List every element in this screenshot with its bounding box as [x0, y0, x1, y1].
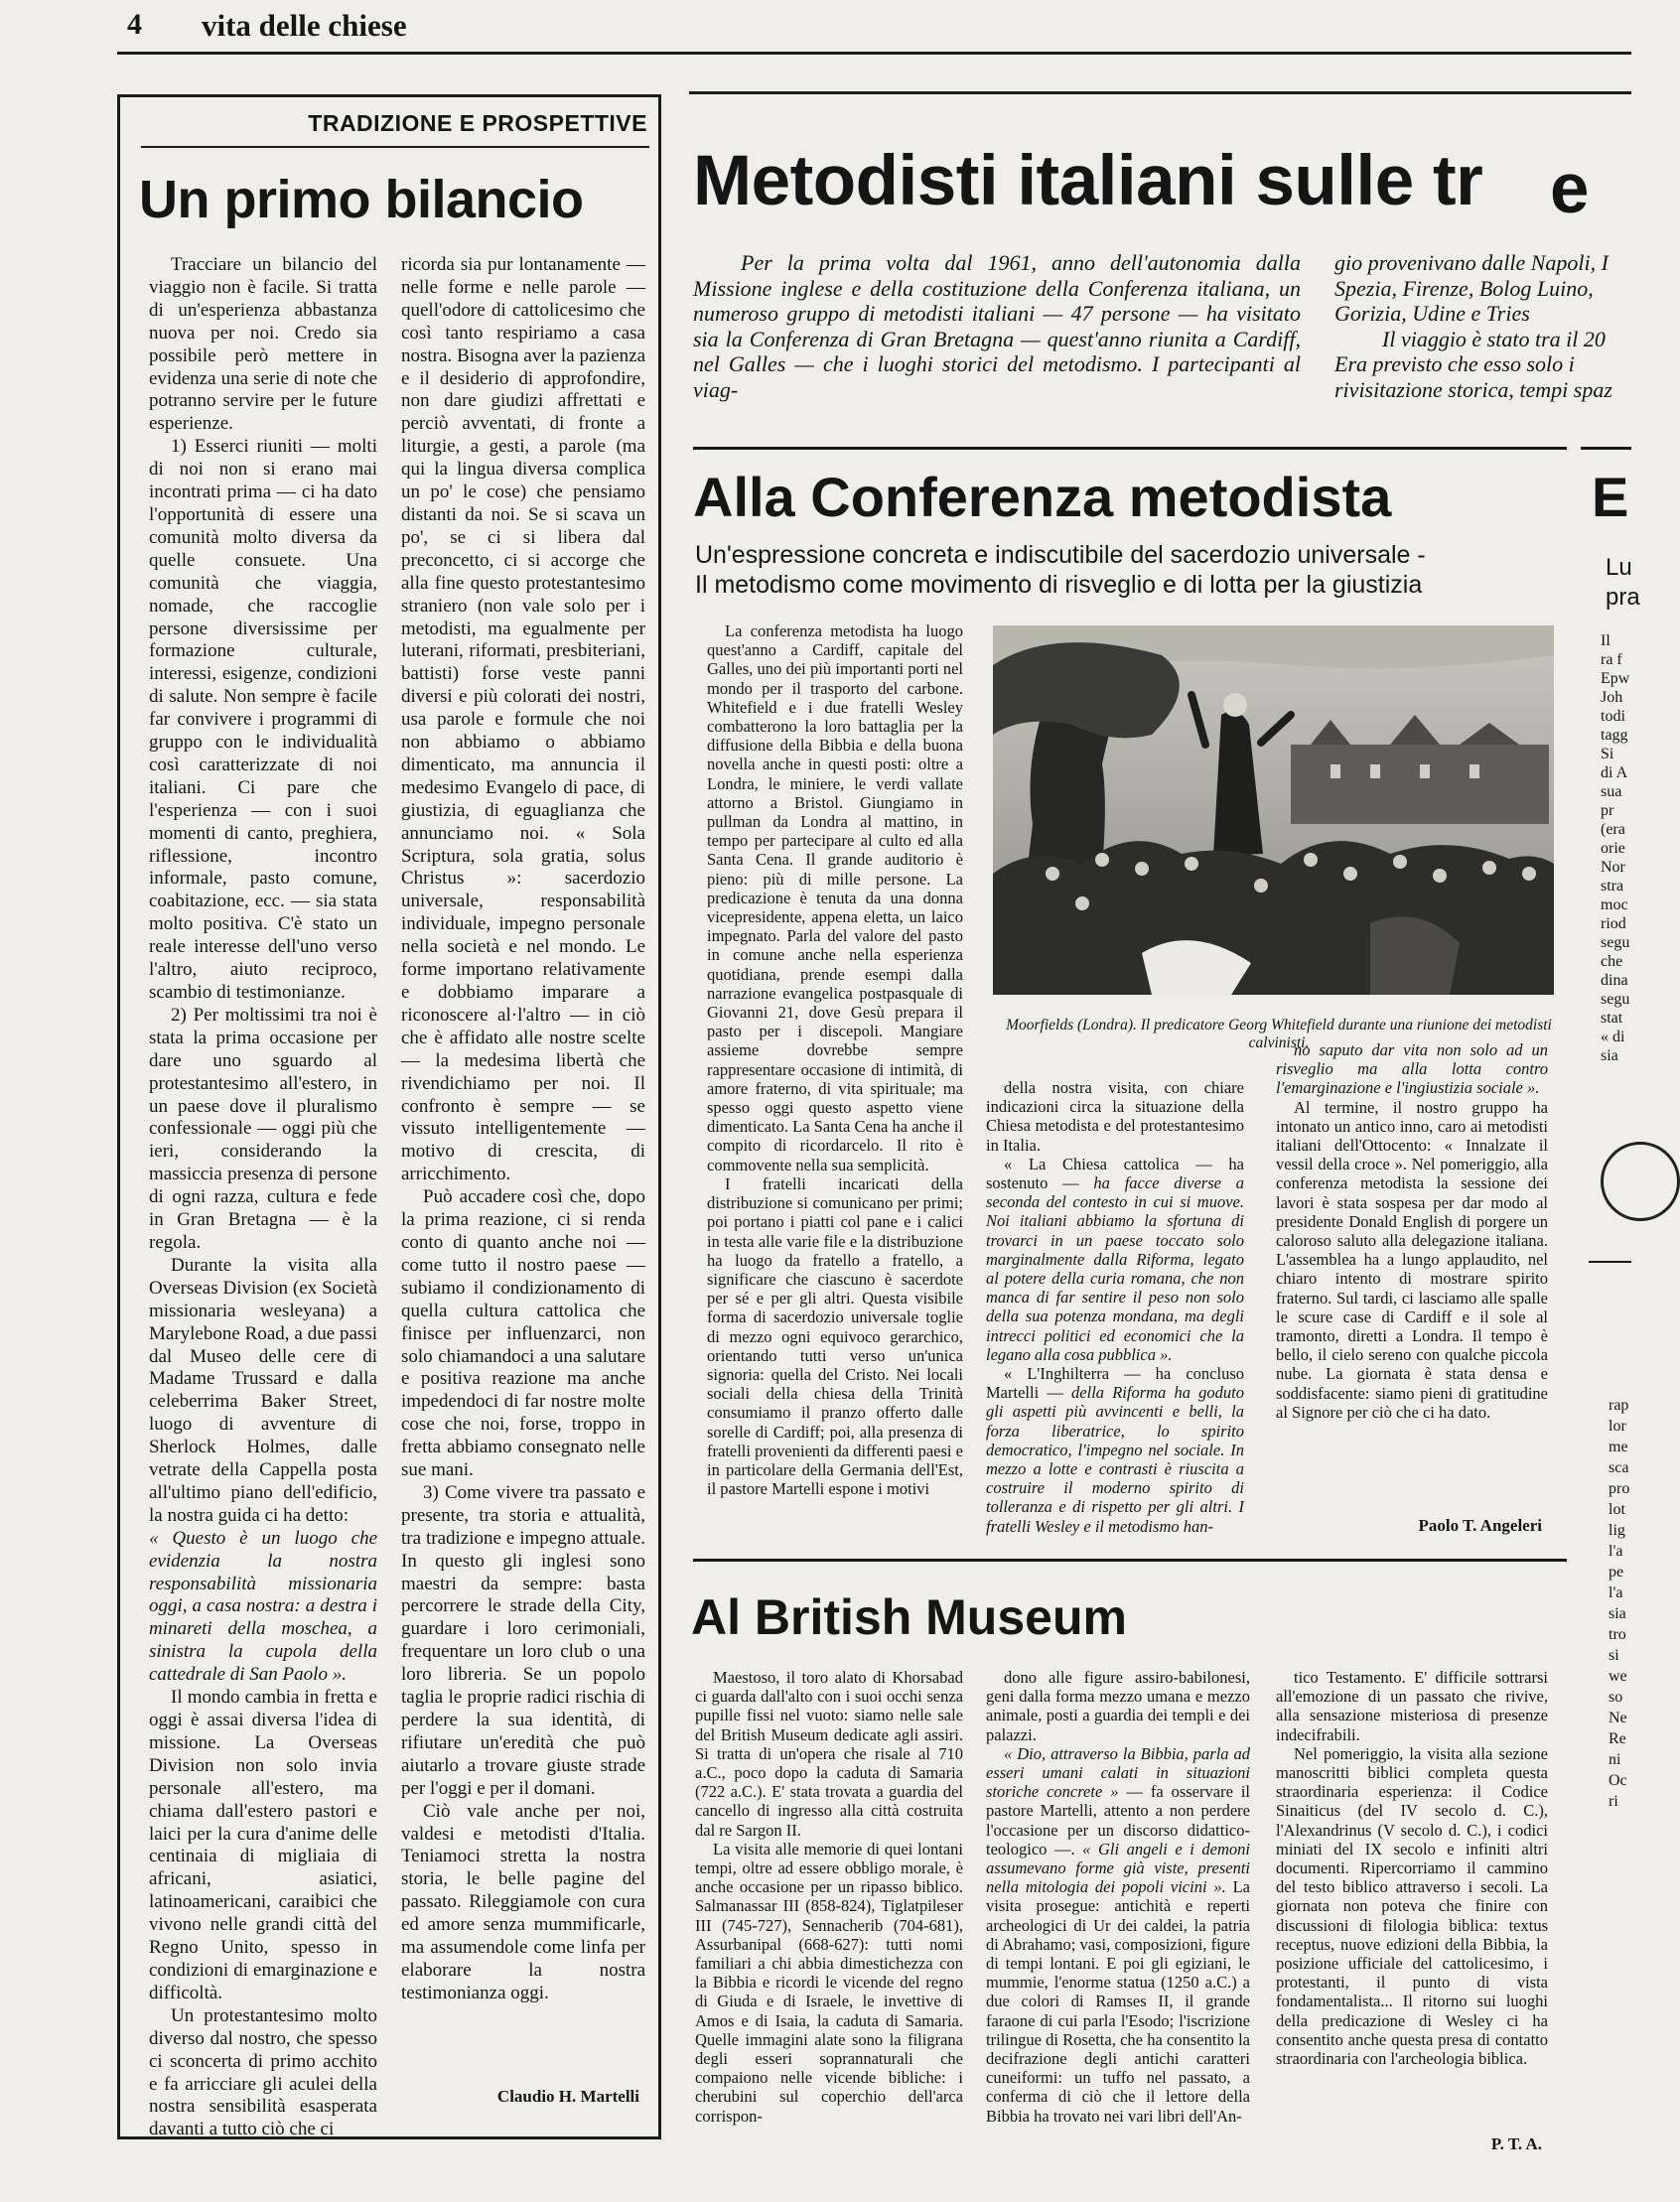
conference-article-title: Alla Conferenza metodista	[693, 466, 1392, 528]
engraving-caption: Moorfields (Londra). Il predicatore Georg Whitefield durante una riunione dei metodisti calvinisti.	[1006, 1017, 1552, 1051]
paragraph: no saputo dar vita non solo ad un risveglio ma alla lotta contro l'emarginazione e l'ingiustizia sociale ».	[1276, 1040, 1548, 1098]
museum-col2	[986, 1668, 1250, 2126]
edge-fragment: lor	[1609, 1418, 1626, 1435]
paragraph: dono alle figure assiro-babilonesi, geni dalla forma mezzo umana e mezzo animale, posti a guardia dei templi e dei palazzi.	[986, 1668, 1250, 1744]
edge-fragment: dina	[1601, 972, 1628, 989]
edge-fragment: Ne	[1609, 1710, 1627, 1726]
paragraph: Nel pomeriggio, la visita alla sezione manoscritti biblici completa questa straordinaria esperienza: il Codice Sinaiticus (del IV secolo d. C.), l'Alexandrinus (V secolo d. C.), i codici miniati del IX secolo e infiniti altri documenti. Ripercorriamo il cammino del testo biblico attraverso i secoli. La giornata non poteva che finire con discussioni di filologia biblica: textus receptus, nuove edizioni della Bibbia, la posizione ufficiale del cattolicesimo, i protestanti, il punto di vista fondamentalista... Il ritorno sui luoghi della predicazione di Wesley ci ha consentito anche questa presa di contatto straordinaria con l'archeologia biblica.	[1276, 1743, 1548, 2069]
right-edge-pra: pra	[1606, 584, 1640, 611]
edge-fragment: me	[1609, 1439, 1628, 1455]
section-title: vita delle chiese	[202, 8, 407, 43]
edge-fragment: sia	[1601, 1047, 1618, 1064]
edge-fragment: segu	[1601, 991, 1630, 1008]
edge-fragment: so	[1609, 1689, 1623, 1706]
museum-col1	[695, 1668, 963, 2126]
conference-col1	[707, 621, 963, 1498]
edge-fragment: sca	[1609, 1459, 1629, 1476]
paragraph: Durante la visita alla Overseas Division (ex Società missionaria wesleyana) a Marylebone Road, a due passi dal Museo delle cere di Madame Trussard e dalla celeberrima Baker Street, luogo di avventure di Sherlock Holmes, dalle vetrate della Cappella posta all'ultimo piano dell'edificio, la nostra guida ci ha detto:	[149, 1254, 377, 1526]
paragraph: Un protestantesimo molto diverso dal nostro, che spesso ci sconcerta di primo acchito e fa arricciare gli aculei della nostra sensibilità esasperata davanti a tutto ciò che ci	[149, 2004, 377, 2140]
main-article-title: Metodisti italiani sulle tr	[693, 142, 1483, 220]
paragraph: Può accadere così che, dopo la prima reazione, ci si renda conto di quanto anche noi — come tutto il nostro paese — subiamo il condizionamento di quella cultura cattolica che finisce per influenzarci, non solo chiamandoci a una salutare e positiva reazione ma anche impedendoci di far nostre molte cose che noi, forse, troppo in fretta abbiamo consegnato nelle sue mani.	[401, 1186, 645, 1481]
edge-fragment: ri	[1609, 1793, 1618, 1810]
edge-fragment: lig	[1609, 1522, 1625, 1539]
paragraph: Tracciare un bilancio del viaggio non è facile. Si tratta di un'esperienza abbastanza nuova per noi. Credo sia possibile però mettere in evidenza una serie di note che potranno servire per le future esperienze.	[149, 254, 377, 435]
left-article-signature: Claudio H. Martelli	[496, 2087, 639, 2106]
edge-fragment: sia	[1609, 1605, 1626, 1622]
conference-subtitle-2: Il metodismo come movimento di risveglio e di lotta per la giustizia	[695, 571, 1423, 599]
engraving-illustration	[993, 625, 1554, 995]
museum-top-rule	[693, 1559, 1567, 1562]
edge-fragment: moc	[1601, 896, 1628, 913]
paragraph: 2) Per moltissimi tra noi è stata la prima occasione per dare uno sguardo al protestantesimo all'estero, in un paese dove il pluralismo confessionale — oggi più che ieri, considerando la massiccia presenza di persone di ogni razza, cultura e fede in Gran Bretagna — è la regola.	[149, 1004, 377, 1253]
deck-line: Gorizia, Udine e Tries	[1334, 301, 1530, 326]
edge-fragment: lot	[1609, 1501, 1625, 1518]
edge-fragment: we	[1609, 1668, 1627, 1685]
paragraph: ricorda sia pur lontanamente — nelle forme e nelle parole — quell'odore di cattolicesimo che così tanto respiriamo a casa nostra. Bisogna aver la pazienza e il desiderio di approfondire, non dare giudizi affrettati e perciò avventati, di fronte a liturgie, a gesti, a parole (ma qui la lingua diversa complica un po' le cose) che pensiamo distanti da noi. Se si scava un po', se ci si libera dal preconcetto, ci si accorge che alla fine questo protestantesimo straniero (non vale solo per i metodisti, ma egualmente per luterani, riformati, presbiteriani, battisti) forse veste panni diversi e più colorati dei nostri, usa parole e formule che noi non abbiamo o abbiamo dimenticato, ma annuncia il medesimo Evangelo di pace, di giustizia, di eguaglianza che annunciamo noi. « Sola Scriptura, sola gratia, solus Christus »: sacerdozio universale, responsabilità individuale, impegno personale nella società e nel mondo. Le forme importano relativamente e dobbiamo imparare a riconoscere al·l'altro — in ciò che è affidato alle nostre scelte — la medesima libertà che rivendichiamo per noi. Il confronto è sempre — se vissuto intelligentemente — motivo di crescita, di arricchimento.	[401, 254, 645, 1185]
edge-fragment: pe	[1609, 1564, 1624, 1581]
edge-fragment: orie	[1601, 840, 1625, 857]
whitefield-engraving	[993, 625, 1554, 995]
edge-fragment: ni	[1609, 1751, 1621, 1768]
edge-fragment: pro	[1609, 1480, 1630, 1497]
paragraph: I fratelli incaricati della distribuzione si comunicano per primi; poi portano i piatti col pane e i calici in testa alle varie file e la distribuzione ha luogo da fratello a fratello, a significare che ciascuno è sacerdote per sé e per gli altri. Questa visibile forma di sacerdozio universale toglie di mezzo ogni equivoco gerarchico, orientando tutti verso un'unica signoria: quella del Cristo. Nei locali sociali della chiesa della Trinità consumiamo il pranzo offerto dalle sorelle di Cardiff; poi, alla presenza di fratelli provenienti da differenti paesi e in particolare della Germania dell'Est, il pastore Martelli espone i motivi	[707, 1173, 963, 1499]
edge-fragment: riod	[1601, 915, 1626, 932]
paragraph: 1) Esserci riuniti — molti di noi non si erano mai incontrati prima — ci ha dato l'opportunità di essere una comunità molto diversa da quelle consuete. Una comunità che viaggia, nomade, che raccoglie persone diversissime per formazione culturale, interessi, esigenze, condizioni di salute. Non sempre è facile far convivere i programmi di gruppo con le individualità così caratterizzate di noi italiani. Ci pare che l'esperienza — con i suoi momenti di canto, preghiera, riflessione, incontro informale, pasto comune, coabitazione, ecc. — sia stata molto positiva. C'è stato un reale interesse dell'uno verso l'altro, aiuto reciproco, scambio di testimonianze.	[149, 436, 377, 1003]
edge-fragment: Il	[1601, 632, 1610, 649]
edge-fragment: « di	[1601, 1029, 1625, 1045]
edge-fragment: Epw	[1601, 670, 1630, 687]
paragraph: Maestoso, il toro alato di Khorsabad ci guarda dall'alto con i suoi occhi senza pupille fissi nel vuoto: siamo nelle sale del British Museum dedicate agli assiri. Si tratta di un'opera che risale al 710 a.C., poco dopo la caduta di Samaria (722 a.C.). E' stata trovata a guardia del cancello di ingresso alla città costruita dal re Sargon II.	[695, 1668, 963, 1840]
left-article-col1	[149, 254, 377, 2141]
quote-italic: della Riforma ha goduto gli aspetti più avvincenti e belli, la forza liberatrice, lo spirito democratico, l'impegno nel sociale. In mezzo a lotte e contrasti è riuscita a costruire il moderno spirito di tolleranza e di rispetto per gli altri. I fratelli Wesley e il metodismo han-	[986, 1383, 1244, 1536]
edge-fragment: tro	[1609, 1626, 1626, 1643]
deck-line: Il viaggio è stato tra il 20	[1382, 326, 1606, 351]
edge-fragment: si	[1609, 1647, 1619, 1664]
kicker-rule	[141, 146, 649, 148]
right-edge-rule	[1581, 447, 1631, 450]
edge-fragment: Oc	[1609, 1772, 1627, 1789]
edge-fragment: Si	[1601, 746, 1614, 762]
deck-line: rivisitazione storica, tempi spaz	[1334, 376, 1612, 402]
paragraph: Al termine, il nostro gruppo ha intonato un antico inno, caro ai metodisti italiani dell'Ottocento: « Innalzate il vessil della croce ». Nel pomeriggio, alla conferenza metodista la sessione dei lavori è stata sospesa per dar modo al presidente Donald English di porgere un caloroso saluto alla delegazione italiana. L'assemblea ha a lungo applaudito, nel chiaro intento di mostrare spirito fraterno. Sul tardi, ci lasciamo alle spalle le scure case di Cardiff e il sole al tramonto, diretti a Londra. Il tempo è bello, il cielo sereno con qualche piccola nube. La giornata è stata densa e soddisfacente: siamo pieni di gratitudine al Signore per ciò che ci ha dato.	[1276, 1097, 1548, 1422]
main-top-rule	[689, 91, 1631, 94]
paragraph	[986, 1155, 1244, 1364]
quote-italic: ha facce diverse a seconda del contesto in cui si muove. Noi italiani abbiamo la sfortuna di trovarci in un paese toccato solo marginalmente dalla Riforma, legato al potere della curia romana, che non manca di far sentire il peso non solo della sua potenza mondana, ma degli intrecci politici ed economici che la legano alla cosa pubblica ».	[986, 1173, 1244, 1364]
conference-col3	[1276, 1040, 1548, 1422]
paragraph: 3) Come vivere tra passato e presente, tra storia e attualità, tra tradizione e impegno attuale. In questo gli inglesi sono maestri da sempre: basta percorrere le strade della City, guardare i loro cerimoniali, frequentare un loro club o una loro libreria. Se un popolo taglia le proprie radici rischia di perdere la sua identità, di rifiutare un'eredità che può aiutarlo a trovare giuste strade per l'oggi e per il domani.	[401, 1481, 645, 1799]
edge-fragment: che	[1601, 953, 1623, 970]
conference-top-rule	[693, 447, 1567, 450]
conference-col2	[986, 1078, 1244, 1536]
deck-line: Spezia, Firenze, Bolog Luino,	[1334, 275, 1594, 301]
edge-fragment: rap	[1609, 1397, 1629, 1414]
right-edge-lu: Lu	[1606, 554, 1632, 581]
right-edge-divider	[1589, 1261, 1631, 1263]
edge-fragment: tagg	[1601, 727, 1628, 744]
edge-fragment: (era	[1601, 821, 1625, 838]
edge-fragment: di A	[1601, 764, 1628, 781]
main-article-deck-col1: Per la prima volta dal 1961, anno dell'autonomia dalla Missione inglese e della costituzione della Conferenza italiana, un numeroso gruppo di metodisti italiani — 47 persone — ha visitato sia la Conferenza di Gran Bretagna — quest'anno riunita a Cardiff, nel Galles — che i luoghi storici del metodismo. I partecipanti al viag-	[693, 250, 1301, 402]
museum-article-title: Al British Museum	[691, 1589, 1127, 1645]
right-edge-ornament	[1601, 1142, 1680, 1221]
main-article-title-cut-glyph: e	[1550, 150, 1590, 228]
conference-signature: Paolo T. Angeleri	[1418, 1516, 1542, 1535]
edge-fragment: stra	[1601, 878, 1624, 895]
edge-fragment: stat	[1601, 1010, 1623, 1027]
page-number: 4	[127, 8, 142, 41]
paragraph: Ciò vale anche per noi, valdesi e metodisti d'Italia. Teniamoci stretta la nostra storia, le belle pagine del passato. Rileggiamole con cura ed amore senza mummificarle, ma assumendole come linfa per elaborare la nostra testimonianza oggi.	[401, 1800, 645, 2003]
edge-fragment: Nor	[1601, 859, 1625, 876]
right-edge-letter: E	[1592, 466, 1629, 528]
left-article-col2	[401, 254, 645, 2005]
paragraph: della nostra visita, con chiare indicazioni circa la situazione della Chiesa metodista e del protestantesimo in Italia.	[986, 1078, 1244, 1155]
paragraph	[986, 1744, 1250, 2126]
quote-lead: « La Chiesa cattolica — ha sostenuto —	[986, 1154, 1244, 1193]
paragraph: tico Testamento. E' difficile sottrarsi all'emozione di un passato che rivive, alla sensazione misteriosa di presenze indecifrabili.	[1276, 1668, 1548, 1744]
header-rule	[117, 52, 1631, 55]
museum-signature: P. T. A.	[1490, 2134, 1542, 2153]
edge-fragment: todi	[1601, 708, 1625, 725]
edge-fragment: Re	[1609, 1730, 1626, 1747]
edge-fragment: pr	[1601, 802, 1614, 819]
quote-paragraph: « Questo è un luogo che evidenzia la nostra responsabilità missionaria oggi, a casa nostra: a destra i minareti della moschea, a sinistra la cupola della cattedrale di San Paolo ».	[149, 1527, 377, 1686]
edge-fragment: l'a	[1609, 1584, 1623, 1601]
paragraph	[986, 1364, 1244, 1536]
right-edge-col-lower	[1609, 1395, 1631, 1812]
edge-fragment: l'a	[1609, 1543, 1623, 1560]
left-article-kicker: TRADIZIONE E PROSPETTIVE	[308, 110, 647, 136]
quote-italic: « Dio, attraverso la Bibbia, parla ad esseri umani calati in situazioni storiche concrete »	[986, 1743, 1250, 1802]
deck-line: Era previsto che esso solo i	[1334, 351, 1575, 376]
text: La visita prosegue: antichità e reperti archeologici di Ur dei caldei, la patria di Abrahamo; vasi, composizioni, figure di tempi lontani. E poi gli egiziani, le mummie, l'enorme statua (1250 a.C.) a due colori di Ramses II, il grande faraone di cui parla l'Esodo; l'iscrizione trilingue di Rosetta, che ha consentito la decifrazione degli antichi caratteri cuneiformi: un tuffo nel passato, a conferma di ciò che il lettore della Bibbia ha trovato nei vari libri dell'An-	[986, 1877, 1250, 2126]
edge-fragment: sua	[1601, 783, 1622, 800]
right-edge-col	[1601, 631, 1631, 1065]
edge-fragment: Joh	[1601, 689, 1623, 706]
conference-subtitle-1: Un'espressione concreta e indiscutibile del sacerdozio universale -	[695, 541, 1426, 569]
museum-col3	[1276, 1668, 1548, 2068]
quote-lead: « L'Inghilterra — ha concluso Martelli —	[986, 1364, 1244, 1403]
edge-fragment: segu	[1601, 934, 1630, 951]
edge-fragment: ra f	[1601, 651, 1622, 668]
paragraph: La visita alle memorie di quei lontani tempi, oltre ad essere obbligo morale, è anche occasione per un ripasso biblico. Salmanassar III (858-824), Tiglatpileser III (745-727), Sennacherib (704-681), Assurbanipal (668-627): tutti nomi familiari a chi abbia dimestichezza con la Bibbia e ricordi le vicende del regno di Giuda e di Israele, le invettive di Amos e di Isaia, la caduta di Samaria. Quelle immagini alate sono la filigrana degli esseri soprannaturali che compaiono nelle vicende bibliche: i cherubini sul coperchio dell'arca corrispon-	[695, 1839, 963, 2126]
deck-line: gio provenivano dalle Napoli, I	[1334, 250, 1609, 275]
paragraph: La conferenza metodista ha luogo quest'anno a Cardiff, capitale del Galles, uno dei più importanti porti nel mondo per il trasporto del carbone. Whitefield e i due fratelli Wesley combatterono la loro battaglia per la diffusione della Bibbia e della buona novella anche in questi posti: oltre a Londra, le miniere, le verdi vallate attorno a Bristol. Giungiamo in pullman da Londra al mattino, in tempo per partecipare al culto ed alla Santa Cena. Il grande auditorio è pieno: più di mille persone. La predicazione è tenuta da una donna vicepresidente, appena eletta, un laico impegnato. Parla del valore del pasto in comune anche nella esperienza quotidiana, prende esempi dalla narrazione evangelica postpasquale di Giovanni 21, dove Gesù prepara il pasto per i discepoli. Mangiare assieme dovrebbe sempre rappresentare occasione di intimità, di amore fraterno, di vita spirituale; ma spesso oggi questo aspetto viene dimenticato. La Santa Cena ha anche il compito di ricordarcelo. Il rito è commovente nella sua semplicità.	[707, 621, 963, 1174]
left-article-title: Un primo bilancio	[139, 170, 584, 229]
paragraph: Il mondo cambia in fretta e oggi è assai diversa l'idea di missione. La Overseas Division non solo invia personale all'estero, ma chiama dall'estero pastori e laici per la cura d'anime delle centinaia di migliaia di africani, asiatici, latinoamericani, caraibici che vivono nelle grandi città del Regno Unito, spesso in condizioni di emarginazione e difficoltà.	[149, 1687, 377, 2003]
quote-italic: « Gli angeli e i demoni assumevano forme già viste, presenti nella mitologia dei popoli vicini ».	[986, 1839, 1251, 1897]
quote-lead: — fa osservare il pastore Martelli, attento a non perdere l'occasione per un discorso didattico-teologico —.	[986, 1782, 1250, 1858]
main-article-deck-col2	[1334, 250, 1631, 402]
